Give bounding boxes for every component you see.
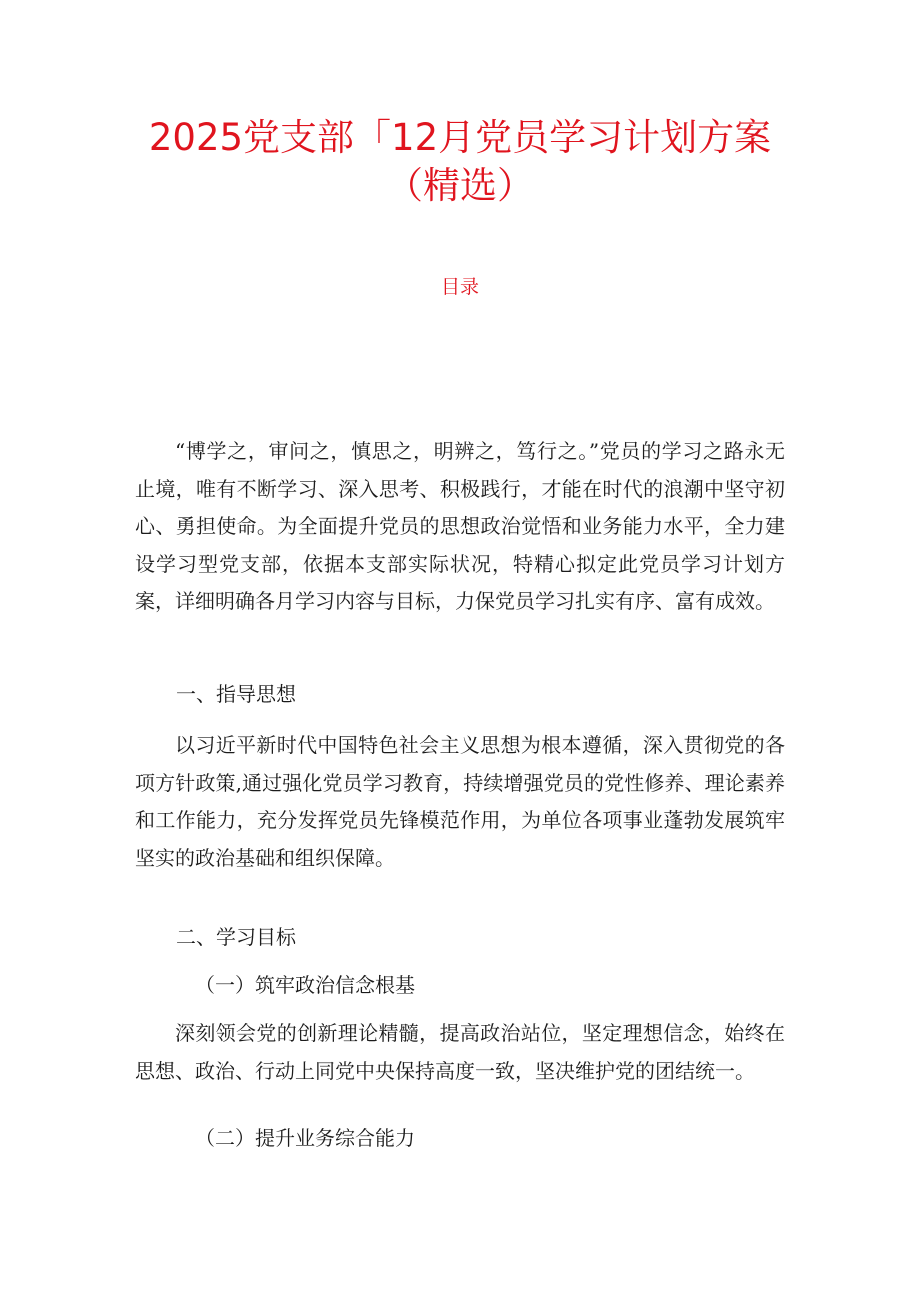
document-title-line1: 2025党支部「12月党员学习计划方案: [148, 116, 772, 159]
intro-paragraph: “博学之，审问之，慎思之，明辨之，笃行之。”党员的学习之路永无止境，唯有不断学习、深入思考、积极践行，才能在时代的浪潮中坚守初心、勇担使命。为全面提升党员的思想政治觉悟和业务能力水平，全力建设学习型党支部，依据本支部实际状况，特精心拟定此党员学习计划方案，详细明确各月学习内容与目标，力保党员学习扎实有序、富有成效。: [135, 439, 785, 613]
section-heading-learning-goals: 二、学习目标: [176, 925, 296, 949]
document-title-line2: （精选）: [386, 164, 534, 207]
guiding-ideology-paragraph: 以习近平新时代中国特色社会主义思想为根本遵循，深入贯彻党的各项方针政策,通过强化党员学习教育，持续增强党员的党性修养、理论素养和工作能力，充分发挥党员先锋模范作用，为单位各项事业蓬勃发展筑牢坚实的政治基础和组织保障。: [135, 733, 785, 870]
section-heading-guiding-ideology: 一、指导思想: [176, 682, 296, 706]
political-belief-paragraph: 深刻领会党的创新理论精髓，提高政治站位，坚定理想信念，始终在思想、政治、行动上同党中央保持高度一致，坚决维护党的团结统一。: [135, 1021, 785, 1083]
subsection-heading-business-ability: （二）提升业务综合能力: [195, 1126, 415, 1150]
table-of-contents-label: 目录: [440, 276, 479, 298]
subsection-heading-political-belief: （一）筑牢政治信念根基: [195, 973, 415, 997]
